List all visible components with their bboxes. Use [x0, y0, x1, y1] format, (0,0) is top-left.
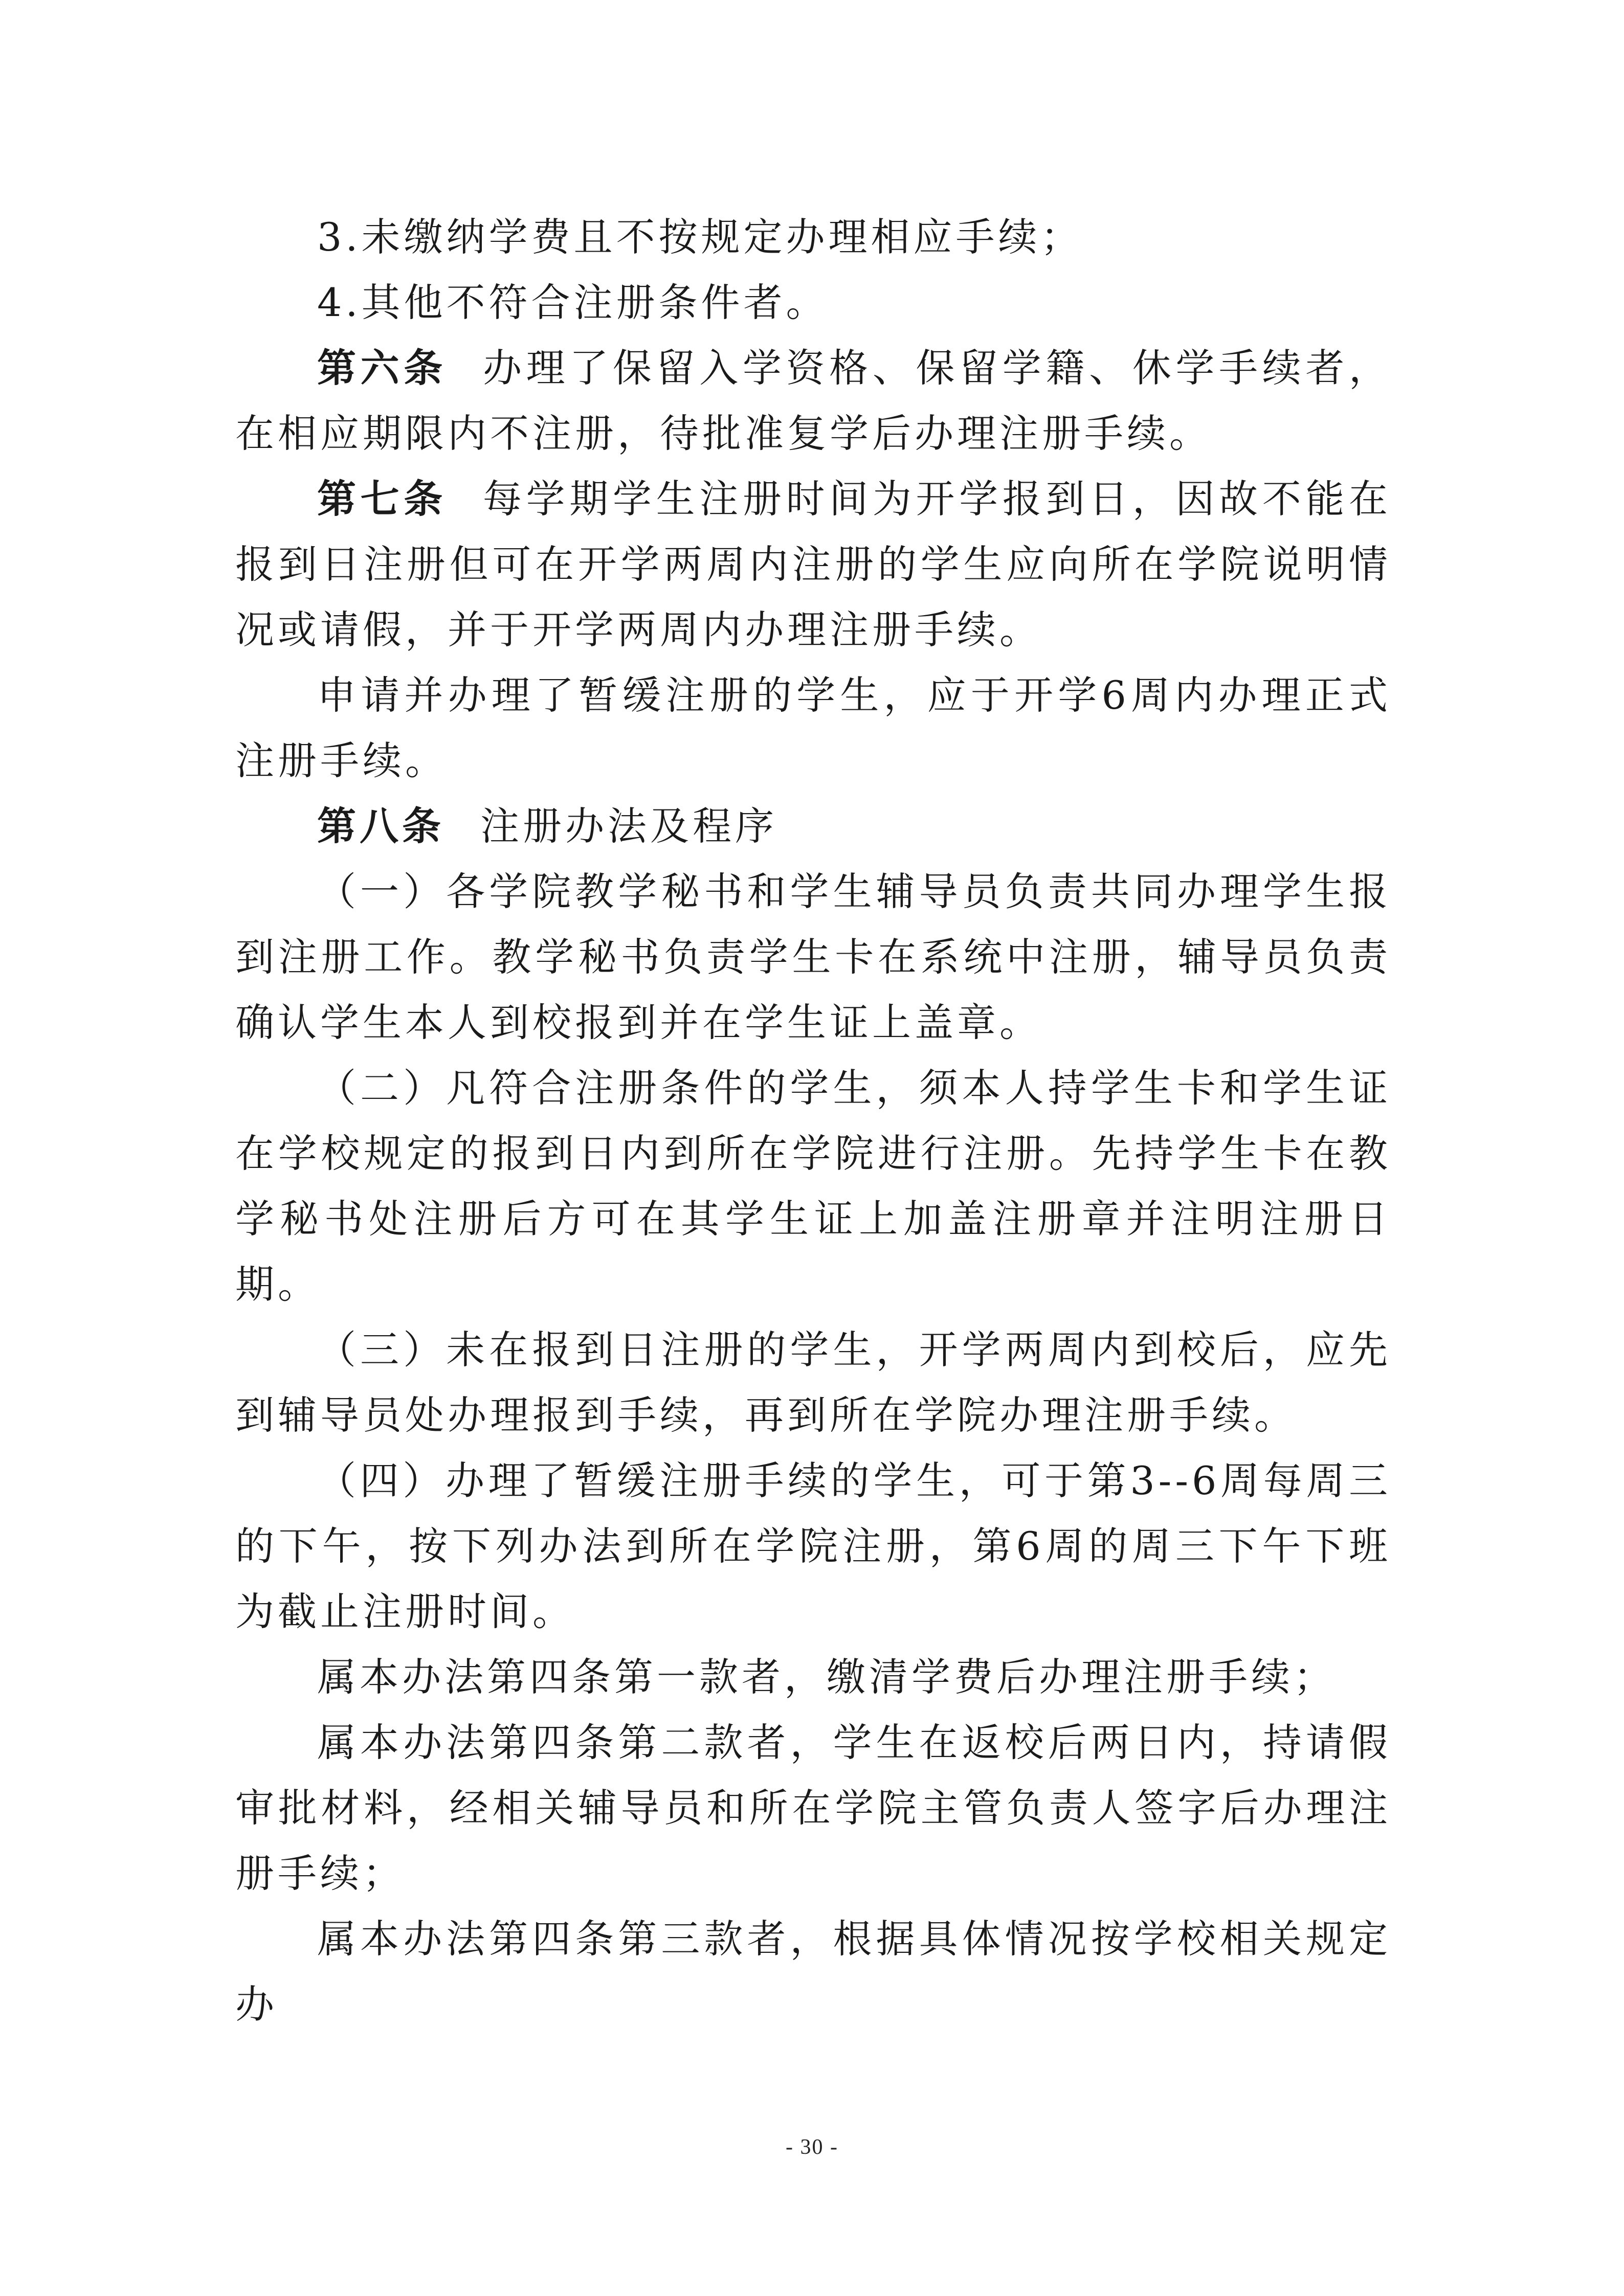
paragraph-text: 每学期学生注册时间为开学报到日，因故不能在报到日注册但可在开学两周内注册的学生应向所在学院说明情况或请假，并于开学两周内办理注册手续。	[235, 476, 1392, 652]
paragraph-11	[235, 1645, 1391, 1710]
paragraph-text: （一）各学院教学秘书和学生辅导员负责共同办理学生报到注册工作。教学秘书负责学生卡在系统中注册，辅导员负责确认学生本人到校报到并在学生证上盖章。	[235, 869, 1391, 1045]
paragraph-text: （四）办理了暂缓注册手续的学生，可于第3--6周每周三的下午，按下列办法到所在学院注册，第6周的周三下午下班为截止注册时间。	[235, 1458, 1391, 1634]
paragraph-1	[235, 205, 1391, 270]
paragraph-5	[235, 663, 1391, 794]
paragraph-article-6	[235, 335, 1391, 466]
paragraph-text: 属本办法第四条第一款者，缴清学费后办理注册手续；	[317, 1654, 1336, 1700]
paragraph-12	[235, 1710, 1391, 1906]
paragraph-article-7	[235, 466, 1391, 663]
paragraph-text: 4.其他不符合注册条件者。	[317, 280, 829, 325]
paragraph-text: （二）凡符合注册条件的学生，须本人持学生卡和学生证在学校规定的报到日内到所在学院进行注册。先持学生卡在教学秘书处注册后方可在其学生证上加盖注册章并注明注册日期。	[235, 1065, 1391, 1307]
paragraph-10	[235, 1448, 1391, 1645]
paragraph-text: 属本办法第四条第二款者，学生在返校后两日内，持请假审批材料，经相关辅导员和所在学院主管负责人签字后办理注册手续；	[235, 1720, 1391, 1896]
paragraph-article-8	[235, 794, 1391, 859]
paragraph-13	[235, 1906, 1391, 2037]
paragraph-text: 申请并办理了暂缓注册的学生，应于开学6周内办理正式注册手续。	[235, 672, 1391, 783]
paragraph-7	[235, 859, 1391, 1055]
article-heading: 第六条	[317, 345, 447, 391]
document-body	[235, 205, 1391, 2037]
paragraph-text: （三）未在报到日注册的学生，开学两周内到校后，应先到辅导员处办理报到手续，再到所在学院办理注册手续。	[235, 1327, 1391, 1438]
paragraph-8	[235, 1055, 1391, 1317]
article-heading: 第八条	[317, 803, 444, 849]
paragraph-9	[235, 1317, 1391, 1448]
paragraph-text: 属本办法第四条第三款者，根据具体情况按学校相关规定办	[235, 1916, 1391, 2027]
paragraph-2	[235, 270, 1391, 335]
article-heading: 第七条	[317, 476, 447, 522]
paragraph-text: 办理了保留入学资格、保留学籍、休学手续者，在相应期限内不注册，待批准复学后办理注册手续。	[235, 345, 1392, 456]
paragraph-text: 3.未缴纳学费且不按规定办理相应手续；	[317, 214, 1083, 260]
paragraph-text: 注册办法及程序	[480, 803, 777, 849]
page-number: - 30 -	[786, 2135, 838, 2159]
